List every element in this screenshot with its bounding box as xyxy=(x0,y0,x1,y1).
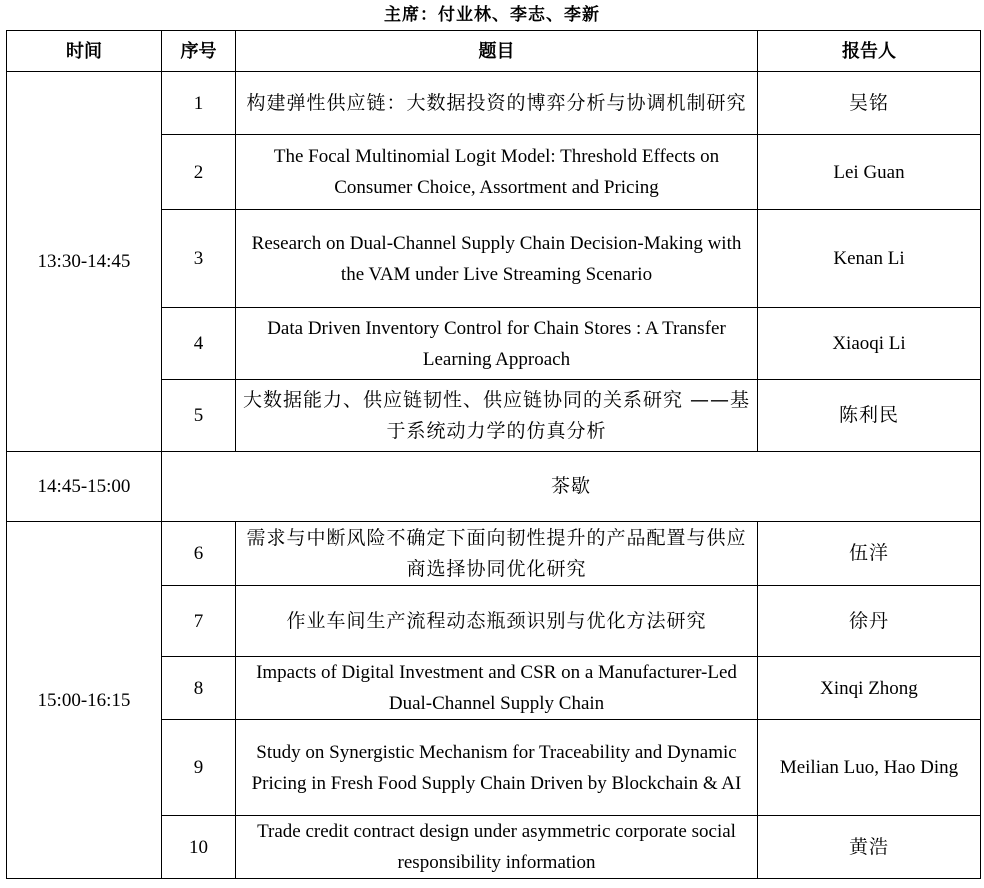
seq-cell: 3 xyxy=(162,210,236,308)
break-row xyxy=(7,452,981,522)
seq-cell: 1 xyxy=(162,72,236,135)
seq-cell: 8 xyxy=(162,657,236,720)
speaker-cell: Meilian Luo, Hao Ding xyxy=(758,720,981,816)
speaker-cell: 陈利民 xyxy=(758,380,981,452)
seq-cell: 2 xyxy=(162,135,236,210)
break-label: 茶歇 xyxy=(162,452,981,522)
title-cell: 作业车间生产流程动态瓶颈识别与优化方法研究 xyxy=(236,586,758,657)
table-row xyxy=(7,72,981,135)
title-cell: Research on Dual-Channel Supply Chain Decision-Making with the VAM under Live Streaming Scenario xyxy=(236,210,758,308)
speaker-cell: Xinqi Zhong xyxy=(758,657,981,720)
speaker-cell: 黄浩 xyxy=(758,816,981,879)
seq-cell: 5 xyxy=(162,380,236,452)
title-cell: The Focal Multinomial Logit Model: Threshold Effects on Consumer Choice, Assortment and Pricing xyxy=(236,135,758,210)
seq-cell: 6 xyxy=(162,522,236,586)
title-cell: Impacts of Digital Investment and CSR on a Manufacturer-Led Dual-Channel Supply Chain xyxy=(236,657,758,720)
header-speaker: 报告人 xyxy=(758,31,981,72)
title-cell: 构建弹性供应链：大数据投资的博弈分析与协调机制研究 xyxy=(236,72,758,135)
seq-cell: 4 xyxy=(162,308,236,380)
title-cell: 需求与中断风险不确定下面向韧性提升的产品配置与供应商选择协同优化研究 xyxy=(236,522,758,586)
session-time-cell: 13:30-14:45 xyxy=(7,72,162,452)
header-time: 时间 xyxy=(7,31,162,72)
seq-cell: 9 xyxy=(162,720,236,816)
title-cell: 大数据能力、供应链韧性、供应链协同的关系研究 ——基于系统动力学的仿真分析 xyxy=(236,380,758,452)
title-cell: Trade credit contract design under asymmetric corporate social responsibility information xyxy=(236,816,758,879)
header-title: 题目 xyxy=(236,31,758,72)
speaker-cell: 吴铭 xyxy=(758,72,981,135)
header-row xyxy=(7,31,981,72)
schedule-table xyxy=(6,30,981,879)
speaker-cell: 徐丹 xyxy=(758,586,981,657)
table-row xyxy=(7,522,981,586)
session-time-cell: 15:00-16:15 xyxy=(7,522,162,879)
speaker-cell: 伍洋 xyxy=(758,522,981,586)
chair-line: 主席：付业林、李志、李新 xyxy=(384,5,600,25)
header-seq: 序号 xyxy=(162,31,236,72)
speaker-cell: Kenan Li xyxy=(758,210,981,308)
title-cell: Study on Synergistic Mechanism for Traceability and Dynamic Pricing in Fresh Food Supply Chain Driven by Blockchain & AI xyxy=(236,720,758,816)
speaker-cell: Xiaoqi Li xyxy=(758,308,981,380)
speaker-cell: Lei Guan xyxy=(758,135,981,210)
seq-cell: 10 xyxy=(162,816,236,879)
break-time-cell: 14:45-15:00 xyxy=(7,452,162,522)
title-cell: Data Driven Inventory Control for Chain Stores : A Transfer Learning Approach xyxy=(236,308,758,380)
seq-cell: 7 xyxy=(162,586,236,657)
